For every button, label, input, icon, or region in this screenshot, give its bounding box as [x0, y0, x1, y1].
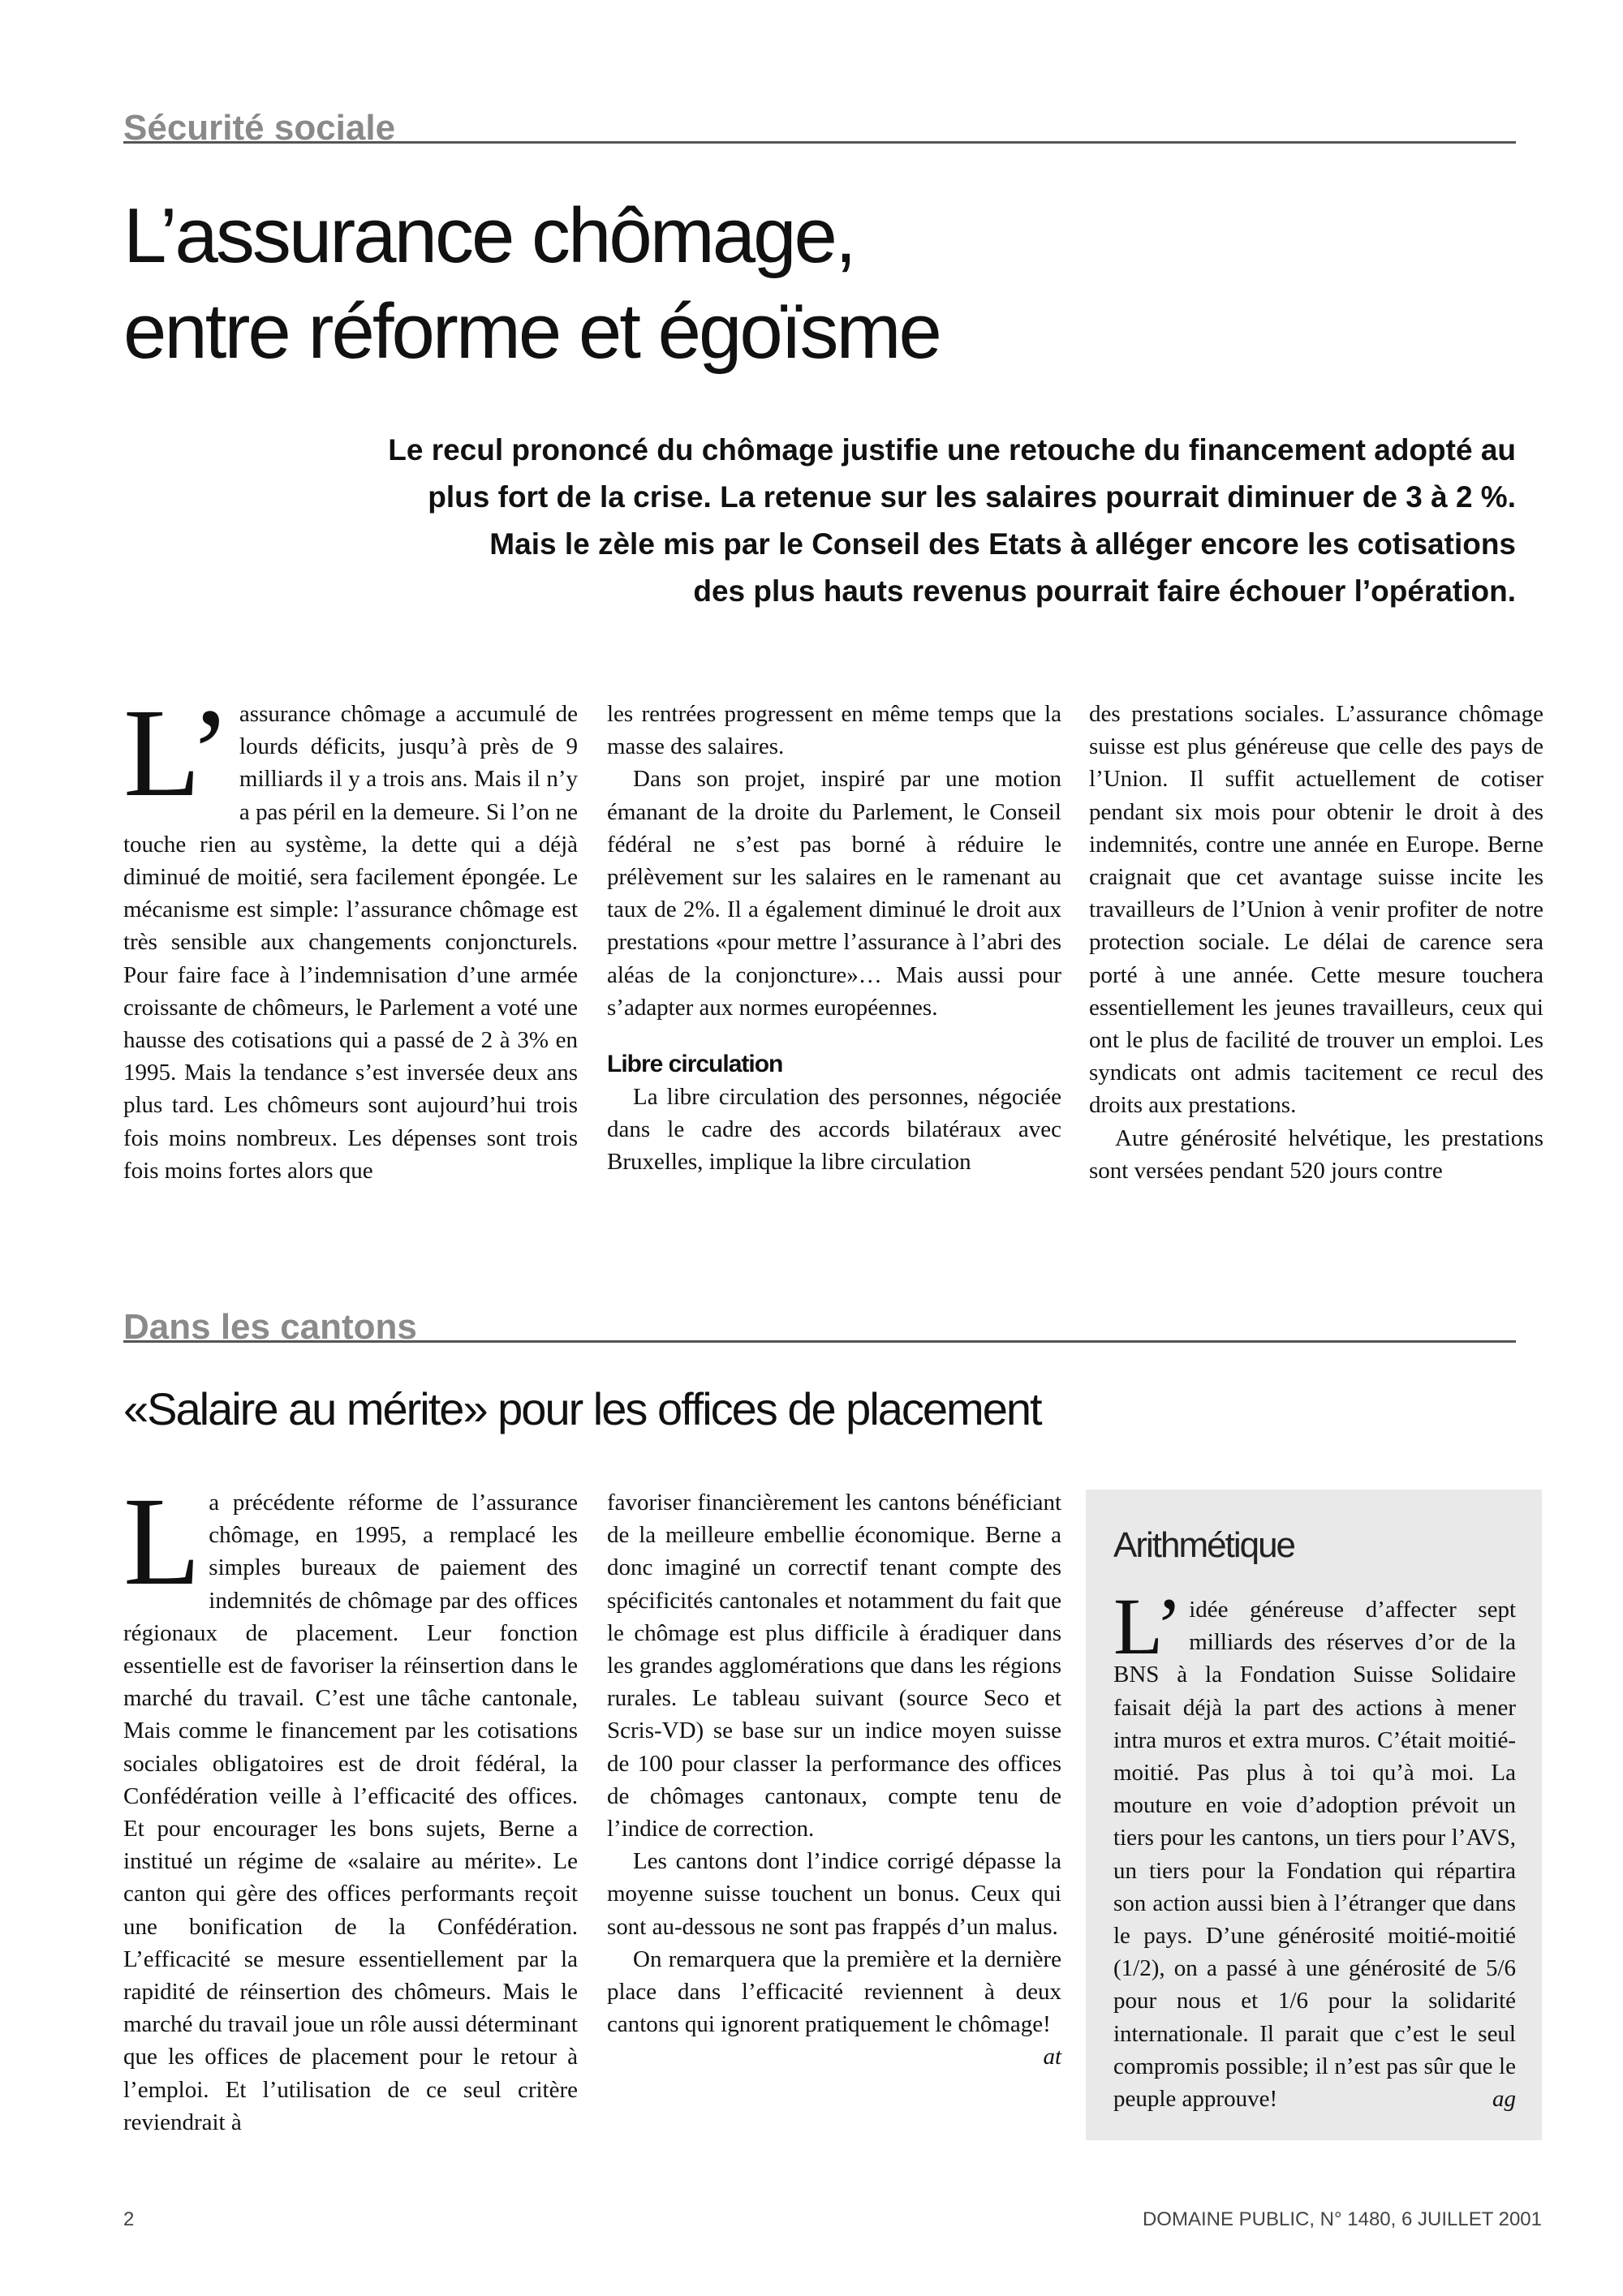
subheading-libre-circulation: Libre circulation — [607, 1051, 783, 1078]
box-title: Arithmétique — [1113, 1525, 1295, 1565]
drop-cap: L — [123, 1471, 201, 1611]
lead-line-2: plus fort de la crise. La retenue sur les salaires pourrait diminuer de 3 à 2 %. — [428, 480, 1516, 514]
box-column — [1113, 1581, 1516, 2115]
paragraph — [123, 1471, 578, 2139]
lead-line-1: Le recul prononcé du chômage justifie une retouche du financement adopté au — [388, 433, 1516, 467]
author-signature: at — [1043, 2044, 1061, 2070]
page-number: 2 — [123, 2208, 135, 2230]
lead-line-4: des plus hauts revenus pourrait faire échouer l’opération. — [693, 574, 1516, 608]
article-column-1 — [123, 682, 578, 1187]
title-line-2: entre réforme et égoïsme — [123, 288, 940, 375]
drop-cap: L’ — [123, 682, 231, 823]
author-signature: ag — [1492, 2086, 1516, 2113]
paragraph: Dans son projet, inspiré par une motion émanant de la droite du Parlement, le Conseil fédéral ne s’est pas borné à réduire le prélèvement sur les salaires en le ramenant au taux de 2%. Il a également diminué le droit aux prestations «pour mettre l’assurance à l’abri des aléas de la conjoncture»… Mais aussi pour s’adapter aux normes européennes. — [607, 766, 1061, 1021]
article-column-3 — [1089, 698, 1543, 1187]
paragraph-text: a précédente réforme de l’assurance chômage, en 1995, a remplacé les simples bureaux de paiement des indemnités de chômage par des offices régionaux de placement. Leur fonction essentielle est de favoriser la réinsertion dans le marché du travail. C’est une tâche cantonale, Mais comme le financement par les cotisations sociales obligatoires est de droit fédéral, la Confédération veille à l’efficacité des offices. Et pour encourager les bons sujets, Berne a institué un régime de «salaire au mérite». Le canton qui gère des offices performants reçoit une bonification de la Confédération. L’efficacité se mesure essentiellement par la rapidité de réinsertion des chômeurs. Mais le marché du travail joue un rôle aussi déterminant que les offices de placement pour le retour à l’emploi. Et l’utilisation de ce seul critère reviendrait à — [123, 1490, 578, 2135]
sidebar-box-arithmetique — [1086, 1490, 1542, 2140]
paragraph-text: assurance chômage a accumulé de lourds déficits, jusqu’à près de 9 milliards il y a trois ans. Mais il n’y a pas péril en la demeure. Si l’on ne touche rien au système, la dette qui a déjà diminué de moitié, sera facilement épongée. Le mécanisme est simple: l’assurance chômage est très sensible aux changements conjoncturels. Pour faire face à l’indemnisation d’une armée croissante de chômeurs, le Parlement a voté une hausse des cotisations qui a passé de 2 à 3% en 1995. Mais la tendance s’est inversée deux ans plus tard. Les chômeurs sont aujourd’hui trois fois moins nombreux. Les dépenses sont trois fois moins fortes alors que — [123, 701, 578, 1184]
article-title-2 — [123, 1381, 1516, 1438]
paragraph-text: On remarquera que la première et la dernière place dans l’efficacité reviennent à deux cantons qui ignorent pratiquement le chômage! — [607, 1946, 1061, 2038]
paragraph — [1113, 1581, 1516, 2115]
paragraph: Les cantons dont l’indice corrigé dépasse la moyenne suisse touchent un bonus. Ceux qui sont au-dessous ne sont pas frappés d’un malus. — [607, 1848, 1061, 1940]
paragraph: Autre générosité helvétique, les prestations sont versées pendant 520 jours contre — [1089, 1124, 1543, 1184]
title-text: «Salaire au mérite» pour les offices de placement — [123, 1383, 1041, 1434]
title-line-1: L’assurance chômage, — [123, 192, 855, 279]
section-label-dans-les-cantons: Dans les cantons — [123, 1309, 1516, 1343]
lead-line-3: Mais le zèle mis par le Conseil des Etats à alléger encore les cotisations — [489, 527, 1516, 561]
article-column-2 — [607, 698, 1061, 1179]
paragraph: La libre circulation des personnes, négociée dans le cadre des accords bilatéraux avec Bruxelles, implique la libre circulation — [607, 1084, 1061, 1176]
paragraph — [607, 1943, 1061, 2070]
paragraph-text: idée généreuse d’affecter sept milliards des réserves d’or de la BNS à la Fondation Suisse Solidaire faisait déjà la part des actions à mener intra muros et extra muros. C’était moitié-moitié. Pas plus à toi qu’à moi. La mouture en voie d’adoption prévoit un tiers pour les cantons, un tiers pour l’AVS, un tiers pour la Fondation qui répartira son action aussi bien à l’étranger que dans le pays. D’une générosité moitié-moitié (1/2), on a passé à une générosité de 5/6 pour nous et 1/6 pour la solidarité internationale. Il parait que c’est le seul compromis possible; il n’est pas sûr que le peuple approuve! — [1113, 1597, 1516, 2113]
paragraph: les rentrées progressent en même temps que la masse des salaires. — [607, 701, 1061, 760]
section-label-securite-sociale: Sécurité sociale — [123, 110, 1516, 144]
paragraph — [123, 682, 578, 1187]
paragraph: favoriser financièrement les cantons bénéficiant de la meilleure embellie économique. Berne a donc imaginé un correctif tenant compte des spécificités cantonales et notamment du fait que le chômage est plus difficile à éradiquer dans les grandes agglomérations que dans les régions rurales. Le tableau suivant (source Seco et Scris-VD) se base sur un indice moyen suisse de 100 pour classer la performance des offices de chômages cantonaux, compte tenu de l’indice de correction. — [607, 1490, 1061, 1842]
article-lead — [123, 427, 1516, 615]
article2-column-1 — [123, 1471, 578, 2139]
paragraph: des prestations sociales. L’assurance chômage suisse est plus généreuse que celle des pays de l’Union. Il suffit actuellement de cotiser pendant six mois pour obtenir le droit à des indemnités, contre une année en Europe. Berne craignait que cet avantage suisse incite les travailleurs de l’Union à venir profiter de notre protection sociale. Le délai de carence sera porté à une année. Cette mesure touchera essentiellement les jeunes travailleurs, ceux qui ont le plus de facilité de trouver un emploi. Les syndicats ont admis tacitement ce recul des droits aux prestations. — [1089, 701, 1543, 1119]
publication-info: DOMAINE PUBLIC, N° 1480, 6 JUILLET 2001 — [1142, 2208, 1542, 2230]
article2-column-2 — [607, 1486, 1061, 2074]
article-title — [123, 188, 1516, 380]
drop-cap: L’ — [1113, 1581, 1183, 1671]
